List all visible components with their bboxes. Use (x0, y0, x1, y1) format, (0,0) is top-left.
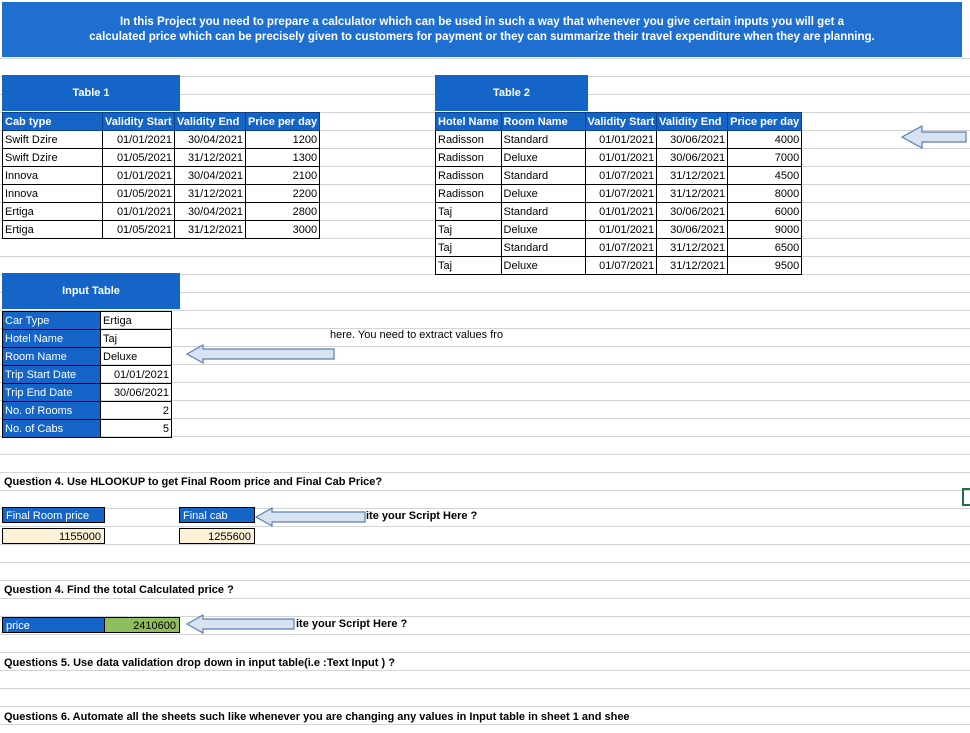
gridline (0, 454, 970, 455)
gridline (0, 598, 970, 599)
table2-cell[interactable]: Deluxe (501, 185, 585, 203)
table2-cell[interactable]: 6500 (728, 239, 802, 257)
table2-cell[interactable]: Radisson (436, 131, 502, 149)
table2-cell[interactable]: 8000 (728, 185, 802, 203)
table2-row (436, 185, 802, 203)
table2-header-cell[interactable]: Hotel Name (436, 113, 502, 131)
table2-header-cell[interactable]: Room Name (501, 113, 585, 131)
input-value[interactable]: 2 (101, 402, 172, 420)
table2-cell[interactable]: 31/12/2021 (657, 185, 728, 203)
table1-row (3, 203, 320, 221)
gridline (0, 544, 970, 545)
input-table-row (3, 384, 172, 402)
instructions-banner (2, 2, 962, 57)
table2-cell[interactable]: Taj (436, 221, 502, 239)
table1-cell[interactable]: 31/12/2021 (175, 149, 246, 167)
table2-cell[interactable]: 01/01/2021 (585, 203, 657, 221)
table1-cell[interactable]: 01/05/2021 (103, 221, 175, 239)
input-table-row (3, 366, 172, 384)
table1-cell[interactable]: 30/04/2021 (175, 203, 246, 221)
banner-line-2: calculated price which can be precisely given to customers for payment or they can summarize their travel expenditure when they are planning. (89, 30, 875, 43)
gridline (0, 634, 970, 635)
selected-cell-marker[interactable] (962, 488, 970, 506)
input-table-row (3, 348, 172, 366)
table2-cell[interactable]: 01/01/2021 (585, 131, 657, 149)
table2-cell[interactable]: Taj (436, 257, 502, 275)
table1-cell[interactable]: 30/04/2021 (175, 167, 246, 185)
input-label: Trip Start Date (3, 366, 101, 384)
table2-cell[interactable]: 7000 (728, 149, 802, 167)
table2-cell[interactable]: 30/06/2021 (657, 221, 728, 239)
table2-cell[interactable]: 9000 (728, 221, 802, 239)
table2-cell[interactable]: Deluxe (501, 257, 585, 275)
input-table-row (3, 420, 172, 438)
gridline (0, 670, 970, 671)
left-arrow-shape-q4[interactable] (254, 506, 368, 528)
table1-cell[interactable]: 01/01/2021 (103, 203, 175, 221)
table2-cell[interactable]: Deluxe (501, 221, 585, 239)
table1-cell[interactable]: 01/01/2021 (103, 131, 175, 149)
table2-cell[interactable]: 31/12/2021 (657, 167, 728, 185)
table1-cell[interactable]: 2100 (246, 167, 320, 185)
table2-cell[interactable]: 01/07/2021 (585, 167, 657, 185)
input-table-row (3, 312, 172, 330)
table2-row (436, 167, 802, 185)
table2-row (436, 221, 802, 239)
gridline (0, 724, 970, 725)
table1-cell[interactable]: 31/12/2021 (175, 185, 246, 203)
table1-cell[interactable]: 3000 (246, 221, 320, 239)
gridline (0, 580, 970, 581)
table1-cell[interactable]: Innova (3, 185, 103, 203)
table2-header-cell[interactable]: Validity End (657, 113, 728, 131)
input-table-row (3, 402, 172, 420)
input-table-grid (2, 311, 172, 438)
table1-header-cell[interactable]: Cab type (3, 113, 103, 131)
table2-cell[interactable]: 01/07/2021 (585, 185, 657, 203)
table2-cell[interactable]: 6000 (728, 203, 802, 221)
table1-row (3, 185, 320, 203)
table2-header-cell[interactable]: Validity Start (585, 113, 657, 131)
input-label: No. of Cabs (3, 420, 101, 438)
table2-cell[interactable]: Standard (501, 239, 585, 257)
table2-row (436, 239, 802, 257)
gridline (0, 508, 970, 509)
table2-cell[interactable]: 01/07/2021 (585, 239, 657, 257)
banner-line-1: In this Project you need to prepare a calculator which can be used in such a way that whenever you give certain inputs you will get a (119, 15, 845, 28)
input-value[interactable]: 30/06/2021 (101, 384, 172, 402)
price-label: price (2, 617, 105, 633)
gridline (0, 652, 970, 653)
table2-cell[interactable]: 4500 (728, 167, 802, 185)
left-arrow-shape-total[interactable] (185, 613, 297, 635)
table2-title: Table 2 (435, 75, 588, 111)
input-label: Trip End Date (3, 384, 101, 402)
input-value[interactable]: 5 (101, 420, 172, 438)
input-value[interactable]: Taj (101, 330, 172, 348)
table2-cell[interactable]: 31/12/2021 (657, 239, 728, 257)
total-price-value[interactable]: 2410600 (104, 617, 180, 633)
table1-row (3, 149, 320, 167)
table2-cell[interactable]: 30/06/2021 (657, 203, 728, 221)
table1-cell[interactable]: 30/04/2021 (175, 131, 246, 149)
input-label: No. of Rooms (3, 402, 101, 420)
question-4-hlookup: Question 4. Use HLOOKUP to get Final Room price and Final Cab Price? (4, 476, 383, 488)
table1-cell[interactable]: 01/05/2021 (103, 149, 175, 167)
table1-cell[interactable]: Swift Dzire (3, 131, 103, 149)
table2-grid (435, 112, 802, 275)
table2-cell[interactable]: 30/06/2021 (657, 149, 728, 167)
gridline (0, 58, 970, 59)
table1-cell[interactable]: 31/12/2021 (175, 221, 246, 239)
table2-cell[interactable]: Standard (501, 167, 585, 185)
table1-row (3, 221, 320, 239)
gridline (0, 472, 970, 473)
table2-cell[interactable]: Deluxe (501, 149, 585, 167)
question-5: Questions 5. Use data validation drop down in input table(i.e :Text Input ) ? (4, 657, 395, 669)
table1-cell[interactable]: 2800 (246, 203, 320, 221)
table2-cell[interactable]: 30/06/2021 (657, 131, 728, 149)
final-cab-price-value[interactable]: 1255600 (179, 528, 255, 544)
table1-cell[interactable]: Ertiga (3, 203, 103, 221)
table2-cell[interactable]: 9500 (728, 257, 802, 275)
table1-header-cell[interactable]: Validity End (175, 113, 246, 131)
table1-header-cell[interactable]: Price per day (246, 113, 320, 131)
question-4-total: Question 4. Find the total Calculated price ? (4, 584, 234, 596)
table2-cell[interactable]: Taj (436, 203, 502, 221)
table2-cell[interactable]: Standard (501, 203, 585, 221)
table1-cell[interactable]: 1300 (246, 149, 320, 167)
table2-cell[interactable]: 01/01/2021 (585, 221, 657, 239)
input-value[interactable]: Ertiga (101, 312, 172, 330)
table2-row (436, 203, 802, 221)
table1-cell[interactable]: 01/05/2021 (103, 185, 175, 203)
table1-header-cell[interactable]: Validity Start (103, 113, 175, 131)
final-room-price-value[interactable]: 1155000 (2, 528, 105, 544)
input-label: Room Name (3, 348, 101, 366)
input-label: Car Type (3, 312, 101, 330)
table2-cell[interactable]: 4000 (728, 131, 802, 149)
left-arrow-shape-table2[interactable] (900, 124, 968, 150)
question-6: Questions 6. Automate all the sheets such like whenever you are changing any values in Input table in sheet 1 and shee (4, 711, 630, 723)
table2-cell[interactable]: Standard (501, 131, 585, 149)
script-hint-total: ite your Script Here ? (296, 618, 408, 630)
table2-cell[interactable]: 31/12/2021 (657, 257, 728, 275)
table1-cell[interactable]: Innova (3, 167, 103, 185)
gridline (0, 688, 970, 689)
input-value[interactable]: Deluxe (101, 348, 172, 366)
table1-cell[interactable]: 1200 (246, 131, 320, 149)
table2-cell[interactable]: 01/01/2021 (585, 149, 657, 167)
table2-row (436, 131, 802, 149)
input-value[interactable]: 01/01/2021 (101, 366, 172, 384)
gridline (0, 490, 970, 491)
table2-cell[interactable]: Radisson (436, 167, 502, 185)
table1-cell[interactable]: 01/01/2021 (103, 167, 175, 185)
table2-cell[interactable]: Radisson (436, 185, 502, 203)
script-hint-q4: ite your Script Here ? (366, 510, 478, 522)
table1-row (3, 167, 320, 185)
input-table-title: Input Table (2, 273, 180, 309)
table2-header-cell[interactable]: Price per day (728, 113, 802, 131)
left-arrow-shape-input[interactable] (185, 343, 337, 365)
final-cab-price-label: Final cab (179, 507, 255, 523)
gridline (0, 706, 970, 707)
table1-grid (2, 112, 320, 239)
input-label: Hotel Name (3, 330, 101, 348)
table2-cell[interactable]: 01/07/2021 (585, 257, 657, 275)
input-table-row (3, 330, 172, 348)
overflow-text: here. You need to extract values fro (330, 329, 504, 341)
table1-row (3, 131, 320, 149)
gridline (0, 562, 970, 563)
gridline (0, 526, 970, 527)
table2-cell[interactable]: Radisson (436, 149, 502, 167)
final-room-price-label: Final Room price (2, 507, 105, 523)
table1-title: Table 1 (2, 75, 180, 111)
table1-cell[interactable]: 2200 (246, 185, 320, 203)
table2-row (436, 257, 802, 275)
table2-row (436, 149, 802, 167)
table1-cell[interactable]: Ertiga (3, 221, 103, 239)
table1-cell[interactable]: Swift Dzire (3, 149, 103, 167)
table2-cell[interactable]: Taj (436, 239, 502, 257)
